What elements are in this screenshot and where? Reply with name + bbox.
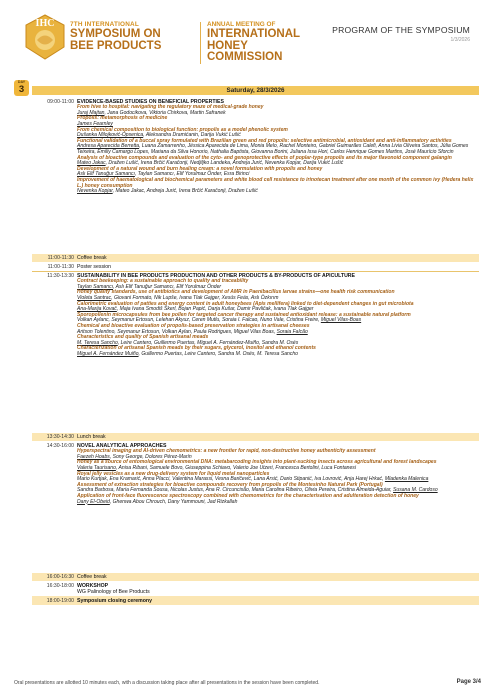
presenting-author: Violeta Santrac	[77, 294, 112, 301]
time-slot: 16:30-18:00	[46, 583, 74, 589]
row-label: Coffee break	[77, 254, 107, 261]
presenting-author: Taylan Samancı	[77, 283, 114, 290]
talk-title: Hyperspectral imaging and AI-driven chemometrics: a new frontier for rapid, non-destructive honey authenticity assessment	[77, 448, 376, 455]
commission-line1: ANNUAL MEETING OF	[207, 21, 276, 28]
time-slot: 16:00-16:30	[46, 574, 74, 580]
schedule-row	[32, 582, 479, 596]
presenting-author: Andresa Aparecida Berretta	[77, 143, 140, 150]
commission-line3: HONEY COMMISSION	[207, 39, 283, 64]
schedule-row	[32, 596, 479, 605]
talk-title: Honey quality standards, use of antibiotics and development of AMR in Paenibacillus larvae strains—one health risk communication	[77, 289, 395, 296]
workshop-subtitle: WG Palinology of Bee Products	[77, 589, 150, 596]
row-content	[77, 582, 475, 595]
session-title: WORKSHOP	[77, 583, 109, 589]
presenting-author: Aslı Elif Tanuğur Samancı	[77, 171, 135, 178]
presenting-author: Mladenka Malenica	[384, 476, 429, 483]
schedule-row	[32, 263, 479, 271]
day-number: 3	[18, 83, 25, 95]
symposium-line1: 7TH INTERNATIONAL	[70, 21, 139, 28]
session-title: NOVEL ANALYTICAL APPROACHES	[77, 443, 167, 449]
co-authors: , Dražen Lušić, Irena Brčić Karačonji, Nedjiljko Landeka, Andreja Jurić, Nevenka Kopjar, Darija Vukić Lušić	[105, 160, 344, 167]
day-badge	[14, 80, 29, 96]
symposium-title	[70, 22, 198, 52]
presenting-author: Mateo Jakac	[77, 160, 106, 167]
row-content	[77, 272, 475, 358]
row-label: Lunch break	[77, 433, 106, 440]
co-authors: , Sony George, Dolores Pérez-Marín	[109, 453, 192, 460]
co-authors: , Luana Zamarrenho, Jéssica Aparecida de Lima, Monia Melo, Rachel Monteiro, Gabriel Guimarães Calefi, Anna Livia Oliveira Santos, Júlia Gomes Teixeira, Emiliy Camargo Lopes, Mariana da Silva Honorio, Nathalia Baptista, Giovanna Borini, Juliana Issa Hori, Carlos Henrique Gomes Martins, José Maurício Sforcin	[77, 143, 469, 155]
co-authors: Aritson Tolentino, Seymanur Ertosun, Volkan Aylan, Paula Rodrigues, Miguel Vilas Boas,	[77, 328, 277, 335]
talk-title: Development of a natural wound and burn healing cream: a novel formulation with propolis and honey	[77, 165, 323, 172]
presenting-author: Valeria Taurisano	[77, 464, 116, 471]
row-content	[77, 442, 475, 505]
session-title: EVIDENCE-BASED STUDIES ON BENEFICIAL PROPERTIES	[77, 99, 224, 105]
schedule-row	[32, 442, 479, 573]
co-authors: , Aleksandra Dramićanin, Darija Vukić Lušić	[143, 132, 241, 139]
day-title: Saturday, 28/3/2026	[32, 86, 479, 95]
logo-text: IHC	[35, 18, 55, 29]
schedule-row	[32, 433, 479, 441]
co-authors: , Anisa Ribani, Samuele Bovo, Giuseppina Schiavo, Valerio Joe Utzeri, Francesca Bertolini, Luca Fontanesi	[115, 464, 356, 471]
program-title: PROGRAM OF THE SYMPOSIUM	[332, 25, 470, 35]
presenting-author: James Fearnley	[77, 120, 113, 127]
co-authors: , Taylan Samancı, Elif Yorulmaz Önder, Esra Birinci	[134, 171, 250, 178]
talk-title: Improvement of haematological and biochemical parameters and white blood cell resistance to irinotecan treatment after one month of the common ivy (Hedera helix L.) honey consumption	[77, 176, 474, 189]
footer-note: Oral presentations are allotted 10 minutes each, with a discussion taking place after all presentations in the session have been completed.	[14, 680, 320, 686]
talk-title: Royal jelly vesicles as a new drug-delivery system for liquid metal nanoparticles	[77, 470, 270, 477]
talk-authors	[77, 500, 475, 506]
co-authors: Sandra Barbosa, Maria Fernanda Sousa, Nicolas Justus, Ana R. Circuncisão, Maria Carolina Ribeiro, Olivia Pereira, Cristina Almeida-Aguiar,	[77, 487, 394, 494]
session-title: SUSTAINABILITY IN BEE PRODUCTS PRODUCTION AND OTHER PRODUCTS & BY-PRODUCTS OF APICULTURE	[77, 273, 356, 279]
talk-authors	[77, 352, 475, 358]
schedule-row	[32, 272, 479, 433]
time-slot: 11:30-13:30	[47, 273, 74, 279]
co-authors: , Maja Ivana Smodiš Škerl, Bojan Papić, Darja Kušar, Damir Pavličak, Ivana Tlak Gajger	[116, 306, 314, 313]
row-label: Symposium closing ceremony	[77, 597, 152, 604]
symposium-line3: BEE PRODUCTS	[70, 39, 162, 52]
program-heading	[326, 26, 470, 43]
talk-title: Sporopollenin microcapsules from bee pollen for targeted cancer therapy and sustained antioxidant release: a sustainable natural platform	[77, 311, 411, 318]
presenting-author: Ana-Marija Kovač	[77, 306, 117, 313]
row-content	[77, 596, 475, 605]
row-content	[77, 433, 475, 441]
presenting-author: Dušanka Milojković-Opsenica	[77, 132, 144, 139]
talk-authors	[77, 144, 475, 155]
program-date: 1/3/2026	[450, 36, 470, 43]
talk-authors	[77, 189, 475, 195]
ihc-logo	[24, 14, 66, 60]
co-authors: , Aslı Elif Tanuğur Samancı, Elif Yorulmaz Önder	[113, 283, 222, 290]
talk-title: Application of front-face fluorescence spectroscopy combined with chemometrics for the characterisation and adulteration detection of honey	[77, 492, 419, 499]
row-content	[77, 573, 475, 581]
time-slot: 09:00-11:00	[47, 99, 74, 105]
co-authors: , Giovani Formato, Nik Lupše, Ivana Tlak Gajger, Xesús Feás, Aslı Özkırım	[111, 294, 279, 301]
row-label: Coffee break	[77, 573, 107, 580]
talk-title: Analysis of bioactive compounds and evaluation of the cyto- and genoprotective effects of poplar-type propolis and its major flavonoid component galangin	[77, 154, 452, 161]
talk-title: Characteristics and quality of Spanish artisanal meads	[77, 334, 209, 341]
time-slot: 11:00-11:30	[47, 264, 74, 270]
row-label: Poster session	[77, 264, 112, 270]
talk-title: Calorimetric evaluation of patties and energy content in adult honeybees (Apis mellifera) linked to diet-dependent changes in gut microbiota	[77, 300, 414, 307]
row-content	[77, 98, 475, 195]
co-authors: , Jana Godocikova, Viktoria Chirkova, Martin Safranek	[104, 109, 226, 116]
talk-title: Chemical and bioactive evaluation of propolis-based preservation strategies in artisanal cheeses	[77, 322, 310, 329]
co-authors: Volkan Aylanc, Seymanur Ertosun, Lelehan Akyuz, Ceren Mutlu, Soraia I. Falcao, Nuno Vale, Cristina Freire,	[77, 317, 321, 324]
time-slot: 18:00-19:00	[46, 597, 74, 604]
talk-title: From hive to hospital: navigating the regulatory maze of medical-grade honey	[77, 104, 264, 111]
talk-title: From chemical composition to biological function: propolis as a model phenolic system	[77, 126, 288, 133]
commission-line2: INTERNATIONAL	[207, 28, 301, 41]
talk-title: Characterization of artisanal Spanish meads by their sugars, glycerol, inositol and ethanol contents	[77, 345, 316, 352]
presenting-author: Miguel A. Fernández Muiño	[77, 350, 139, 357]
page-number: Page 3/4	[456, 679, 481, 685]
commission-title	[200, 22, 326, 64]
presenting-author: Juraj Majtan	[77, 109, 105, 116]
talk-title: Contract beekeeping: a sustainable approach to quality and traceability	[77, 278, 249, 285]
row-content	[77, 263, 475, 270]
talk-title: Functional validation of a buccal spray formulated with Brazilian green and red propolis: selective antimicrobial, antioxidant and anti-inflammatory activities	[77, 137, 452, 144]
schedule-row	[32, 573, 479, 581]
time-slot: 14:30-16:00	[46, 443, 74, 449]
symposium-line2: SYMPOSIUM ON	[70, 28, 161, 41]
presenting-author: Dany El-Obeid	[77, 498, 110, 505]
presenting-author: Faezeh Hoabs	[77, 453, 110, 460]
co-authors: , Guillermo Puertas, Leire Cantero, Sandra M. Osés, M. Teresa Sancho	[138, 350, 298, 357]
time-slot: 11:00-11:30	[47, 255, 74, 261]
talk-title: Propolis: metamorphosis of medicine	[77, 115, 168, 122]
schedule-row	[32, 98, 479, 254]
time-slot: 13:30-14:30	[46, 434, 74, 440]
presenting-author: Susana M. Cardoso	[393, 487, 438, 494]
co-authors: , Mateo Jakac, Andreja Jurić, Irena Brčić Karačonji, Dražen Lušić	[112, 188, 258, 195]
co-authors: Mario Kurtjak, Ena Kramarić, Anna Placci, Valentina Marassi, Vesna Baričević, Lana Arsić, Dario Stipanić, Iva Lovrović, Anja Harej Hrkać,	[77, 476, 385, 483]
co-authors: , Ghenwa Abou Chrouch, Dany Yammouni, Jad Rizkallah	[109, 498, 238, 505]
talk-title: Honey as a source of entomological environmental DNA: metabarcoding insights into plant-sucking insects across agricultural and forest landscapes	[77, 459, 437, 466]
presenting-author: M. Teresa Sancho	[77, 339, 118, 346]
talk-title: Assessment of extraction strategies for bioactive compounds recovery from propolis of the Montesinho Natural Park (Portugal)	[77, 481, 383, 488]
row-content	[77, 254, 475, 262]
presenting-author: Nevenka Kopjar	[77, 188, 113, 195]
co-authors: , Leire Cantero, Guillermo Puertas, Miguel A. Fernández-Muiño, Sandra M. Osés	[117, 339, 299, 346]
presenting-author: Soraia Falcão	[276, 328, 308, 335]
presenting-author: Miguel Vilas-Boas	[320, 317, 362, 324]
schedule-row	[32, 254, 479, 262]
day-label: DAY	[17, 80, 26, 84]
